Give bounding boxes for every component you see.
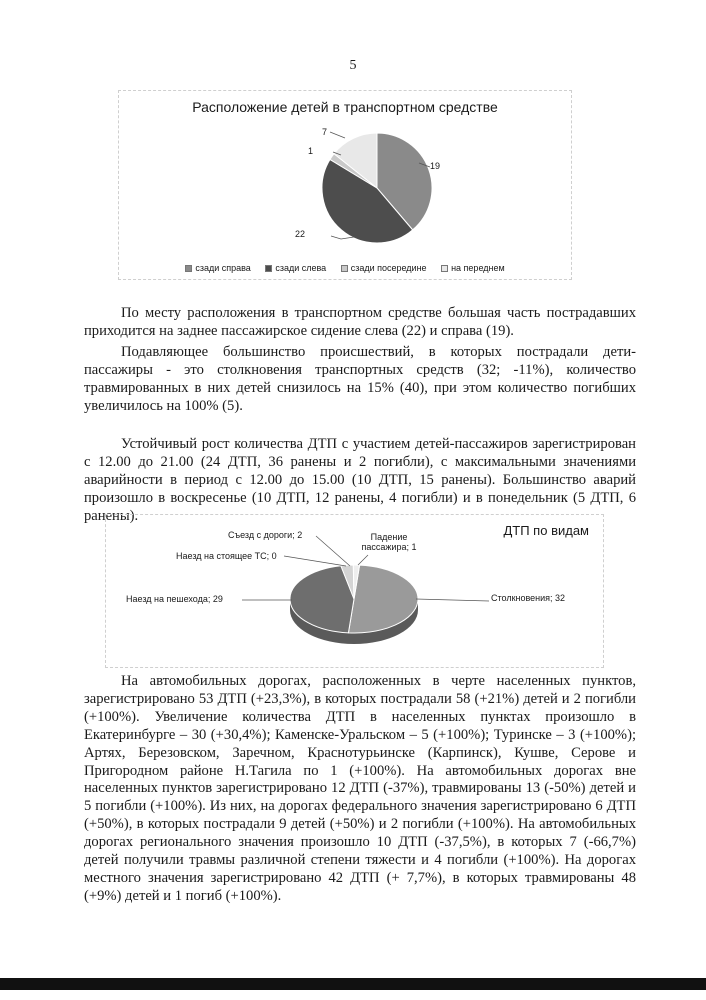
legend-item — [441, 263, 505, 273]
legend-item — [185, 263, 250, 273]
data-label-front: 7 — [322, 127, 328, 137]
paragraph: По месту расположения в транспортном средстве большая часть пострадавших приходится на заднее пассажирское сидение слева (22) и справа (19). — [84, 305, 636, 339]
data-label-off-road: Съезд с дороги; 2 — [228, 530, 303, 540]
data-label-passenger-fall: Падение пассажира; 1 — [361, 532, 417, 552]
chart-children-position — [118, 90, 572, 280]
legend-item — [265, 263, 326, 273]
legend-swatch — [441, 265, 448, 272]
leader-line — [330, 132, 345, 138]
legend-label: на переднем — [451, 263, 505, 273]
legend-swatch — [341, 265, 348, 272]
leader-line — [416, 599, 489, 601]
paragraph: На автомобильных дорогах, расположенных в черте населенных пунктов, зарегистрировано 53 ДТП (+23,3%), в которых пострадали 58 (+21%) детей и 2 погибли (+100%). Увеличение количества ДТП в населенных пунктах произошло в Екатеринбурге – 30 (+30,4%); Каменске-Уральском – 5 (+100%); Туринске – 3 (+100%); Артях, Березовском, Заречном, Краснотурьинске (Карпинск), Кушве, Серове и Пригородном районе Н.Тагила по 1 (+100%). На автомобильных дорогах вне населенных пунктов зарегистрировано 12 ДТП (-37%), травмированы 13 (-50%) детей и 5 погибли (+100%). Из них, на дорогах федерального значения зарегистрировано 6 ДТП (+50%), в которых пострадали 9 детей (+50%) и 2 погибли (+100%). На автомобильных дорогах регионального значения произошло 10 ДТП (-37,5%), в которых 7 (-66,7%) детей получили травмы различной степени тяжести и 4 погибли (+100%). На дорогах местного значения зарегистрировано 42 ДТП (+ 7,7%), в которых травмированы 48 (+9%) детей и 1 погиб (+100%). — [84, 673, 636, 904]
data-label-rear-left: 22 — [295, 229, 306, 239]
chart-accident-types — [105, 514, 604, 668]
leader-line — [316, 536, 350, 566]
data-label-pedestrian: Наезд на пешехода; 29 — [126, 594, 223, 604]
data-label-rear-right: 19 — [430, 161, 441, 171]
leader-line — [358, 555, 368, 565]
data-label-parked-vehicle: Наезд на стоящее ТС; 0 — [176, 551, 277, 561]
legend-swatch — [265, 265, 272, 272]
data-label-rear-middle: 1 — [308, 146, 314, 156]
paragraph: Подавляющее большинство происшествий, в которых пострадали дети-пассажиры - это столкновения транспортных средств (32; -11%), количество травмированных в них детей снизилось на 15% (40), при этом количество погибших увеличилось на 100% (5). — [84, 344, 636, 414]
paragraph: Устойчивый рост количества ДТП с участием детей-пассажиров зарегистрирован с 12.00 до 21.00 (24 ДТП, 36 ранены и 2 погибли), с максимальными значениями аварийности в период с 12.00 до 15.00 (10 ДТП, 15 ранены). Большинство аварий произошло в воскресенье (10 ДТП, 12 ранены, 4 погибли) и в понедельник (5 ДТП, 6 ранены). — [84, 436, 636, 524]
legend-item — [341, 263, 427, 273]
scan-border — [0, 978, 706, 990]
legend-swatch — [185, 265, 192, 272]
data-label-collisions: Столкновения; 32 — [491, 593, 566, 603]
chart-title: ДТП по видам — [503, 523, 589, 538]
pie-chart-types — [106, 515, 603, 667]
leader-line — [284, 556, 346, 566]
legend-label: сзади справа — [195, 263, 251, 273]
legend-label: сзади слева — [275, 263, 327, 273]
chart-legend — [119, 263, 571, 273]
chart-title: Расположение детей в транспортном средстве — [192, 99, 498, 115]
legend-label: сзади посередине — [350, 263, 427, 273]
pie-chart-position — [119, 91, 571, 279]
page-number: 5 — [349, 58, 357, 73]
